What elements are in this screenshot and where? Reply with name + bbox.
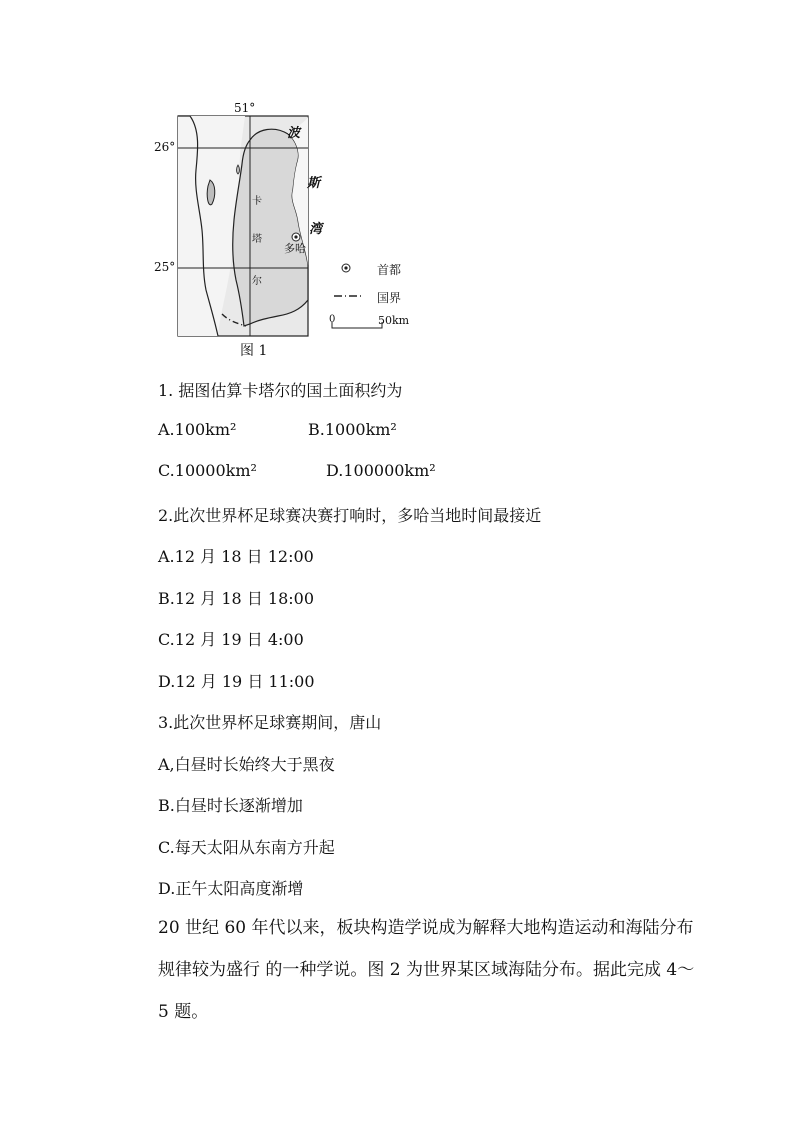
question-2-stem: 2.此次世界杯足球赛决赛打响时，多哈当地时间最接近 [158,506,542,525]
legend-capital-label: 首都 [377,263,402,277]
latitude-25-label: 25° [154,260,176,274]
legend-border-label: 国界 [377,291,402,305]
longitude-label: 51° [234,101,256,115]
passage-paragraph: 20 世纪 60 年代以来，板块构造学说成为解释大地构造运动和海陆分布规律较为盛行 的一种学说。图 2 为世界某区域海陆分布。据此完成 4～5 题。 [158,918,695,1022]
island-west [207,180,215,205]
country-char-3: 尔 [252,276,262,287]
sea-char-3: 湾 [309,222,323,237]
q2-option-b: B.12 月 18 日 18:00 [158,589,315,608]
latitude-26-label: 26° [154,140,176,154]
figure-1-map [150,100,420,362]
figure-caption: 图 1 [240,343,268,359]
q1-option-a: A.100km² [158,420,237,439]
island-small [237,165,240,174]
sea-char-1: 波 [287,126,301,141]
country-char-2: 塔 [252,234,262,245]
q2-option-d: D.12 月 19 日 11:00 [158,672,315,691]
q2-option-c: C.12 月 19 日 4:00 [158,630,304,649]
question-1-stem: 1. 据图估算卡塔尔的国土面积约为 [158,381,403,400]
q3-option-c: C.每天太阳从东南方升起 [158,838,335,857]
scale-bar [332,322,382,328]
q2-option-a: A.12 月 18 日 12:00 [158,547,314,566]
scale-start-label: 0 [329,314,336,325]
q1-option-b: B.1000km² [308,420,397,439]
q3-option-b: B.白昼时长逐渐增加 [158,796,303,815]
capital-label: 多哈 [284,242,306,255]
scale-end-label: 50km [378,314,410,327]
q1-option-d: D.100000km² [326,461,436,480]
q3-option-d: D.正午太阳高度渐增 [158,879,304,898]
country-char-1: 卡 [252,196,262,207]
question-3-stem: 3.此次世界杯足球赛期间，唐山 [158,713,382,732]
qatar-peninsula [233,129,308,326]
q1-option-c: C.10000km² [158,461,257,480]
q3-option-a: A,白昼时长始终大于黑夜 [158,755,335,774]
sea-char-2: 斯 [307,176,321,191]
